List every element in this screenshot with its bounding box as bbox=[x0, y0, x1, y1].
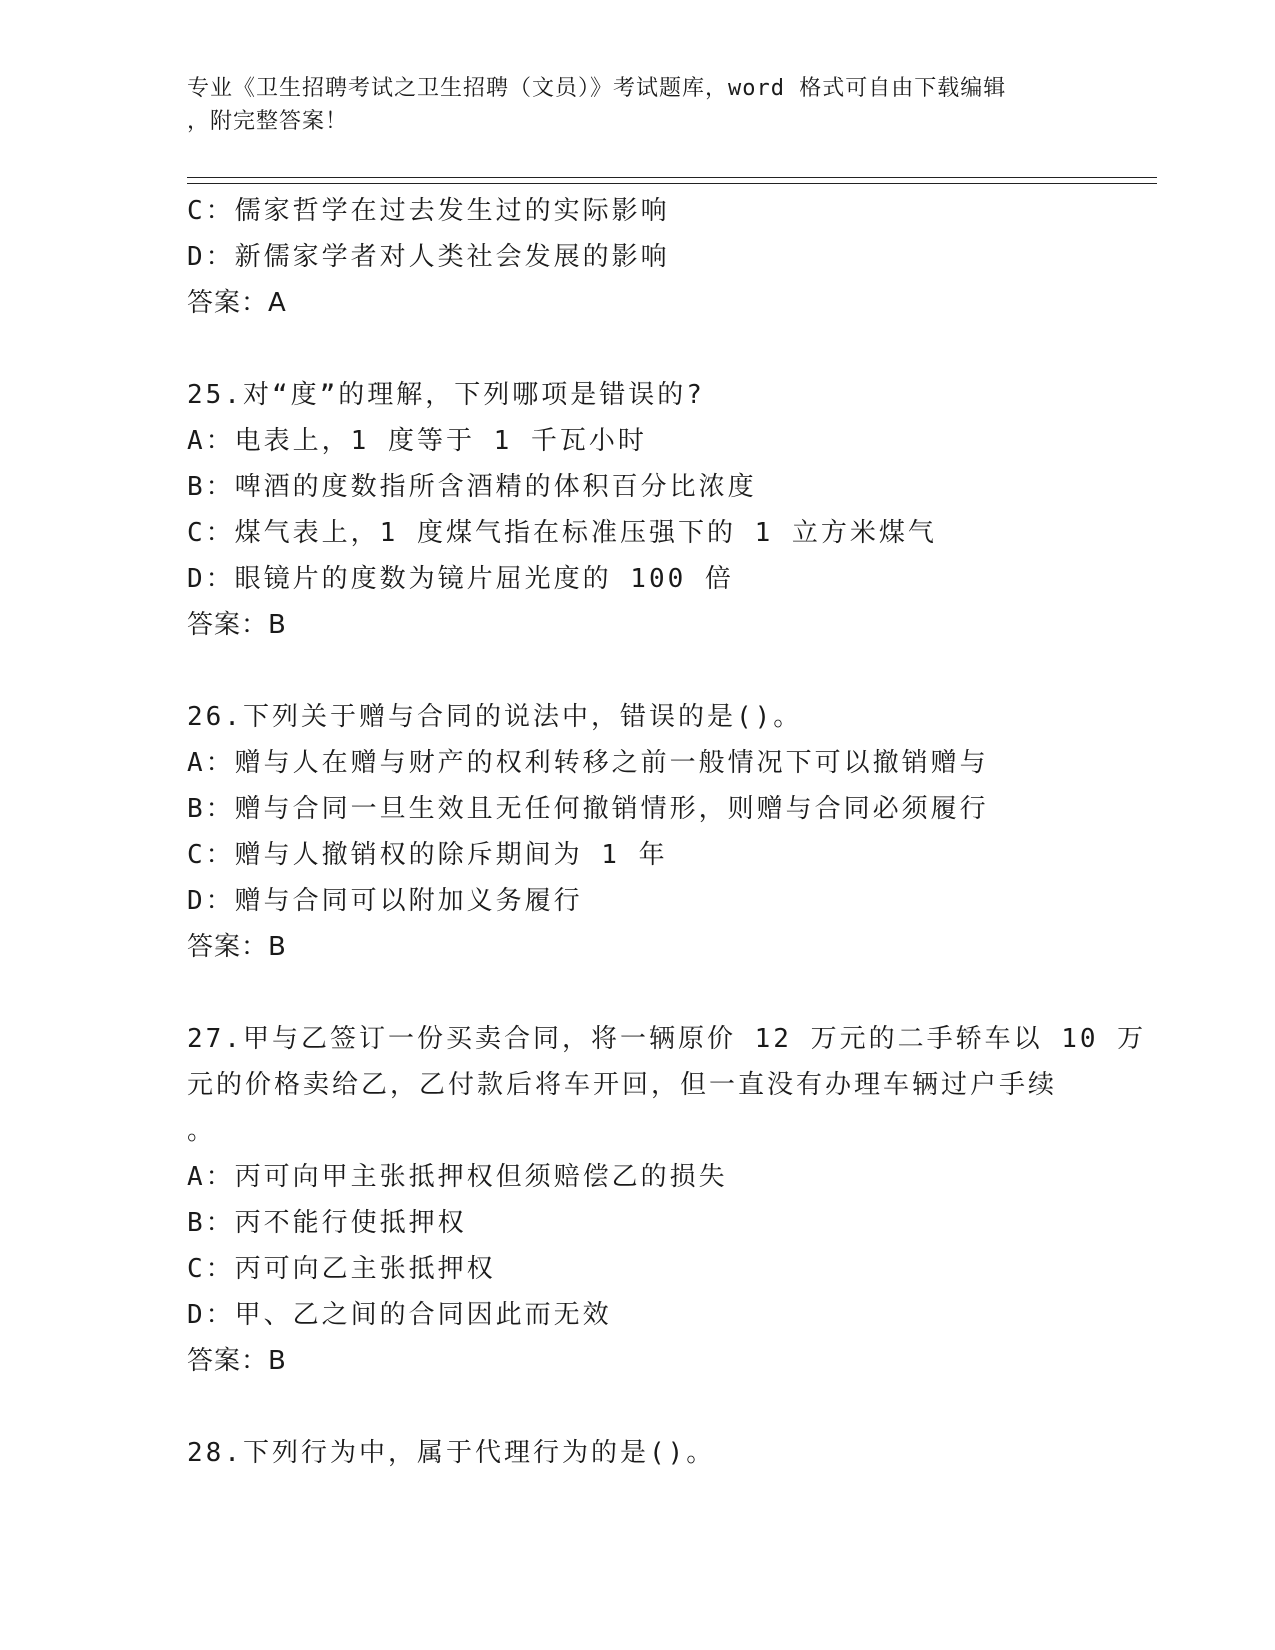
question-stem: 26.下列关于赠与合同的说法中，错误的是()。 bbox=[187, 702, 803, 732]
option-c: C：煤气表上，1 度煤气指在标准压强下的 1 立方米煤气 bbox=[187, 518, 937, 548]
question-stem: 28.下列行为中，属于代理行为的是()。 bbox=[187, 1438, 716, 1468]
document-header bbox=[187, 72, 1087, 138]
option-b: B：啤酒的度数指所含酒精的体积百分比浓度 bbox=[187, 472, 757, 502]
answer: 答案：B bbox=[187, 1346, 287, 1376]
option-d: D：新儒家学者对人类社会发展的影响 bbox=[187, 242, 670, 272]
question-stem-line-2: 元的价格卖给乙，乙付款后将车开回，但一直没有办理车辆过户手续 bbox=[187, 1070, 1058, 1100]
question-stem-line-3: 。 bbox=[187, 1116, 217, 1146]
question-27 bbox=[187, 1016, 1147, 1384]
option-a: A：赠与人在赠与财产的权利转移之前一般情况下可以撤销赠与 bbox=[187, 748, 989, 778]
answer: 答案：B bbox=[187, 932, 287, 962]
question-stem-line-1: 27.甲与乙签订一份买卖合同，将一辆原价 12 万元的二手轿车以 10 万 bbox=[187, 1024, 1147, 1054]
option-c: C：丙可向乙主张抵押权 bbox=[187, 1254, 496, 1284]
option-d: D：甲、乙之间的合同因此而无效 bbox=[187, 1300, 612, 1330]
question-25 bbox=[187, 372, 1147, 648]
option-c: C：赠与人撤销权的除斥期间为 1 年 bbox=[187, 840, 668, 870]
header-divider-bottom bbox=[187, 183, 1157, 184]
header-divider-top bbox=[187, 177, 1157, 178]
option-b: B：赠与合同一旦生效且无任何撤销情形，则赠与合同必须履行 bbox=[187, 794, 989, 824]
answer: 答案：B bbox=[187, 610, 287, 640]
option-b: B：丙不能行使抵押权 bbox=[187, 1208, 467, 1238]
option-a: A：电表上，1 度等于 1 千瓦小时 bbox=[187, 426, 647, 456]
option-d: D：赠与合同可以附加义务履行 bbox=[187, 886, 583, 916]
question-list bbox=[187, 188, 1147, 1476]
spacer bbox=[187, 648, 1147, 694]
option-a: A：丙可向甲主张抵押权但须赔偿乙的损失 bbox=[187, 1162, 728, 1192]
question-24 bbox=[187, 188, 1147, 326]
answer: 答案：A bbox=[187, 288, 287, 318]
spacer bbox=[187, 326, 1147, 372]
spacer bbox=[187, 970, 1147, 1016]
question-stem: 25.对“度”的理解，下列哪项是错误的? bbox=[187, 380, 705, 410]
option-c: C：儒家哲学在过去发生过的实际影响 bbox=[187, 196, 670, 226]
header-title-line-1: 专业《卫生招聘考试之卫生招聘（文员）》考试题库，word 格式可自由下载编辑 bbox=[187, 76, 1007, 101]
header-title-line-2: ，附完整答案！ bbox=[187, 109, 349, 134]
option-d: D：眼镜片的度数为镜片屈光度的 100 倍 bbox=[187, 564, 734, 594]
question-28 bbox=[187, 1430, 1147, 1476]
spacer bbox=[187, 1384, 1147, 1430]
question-26 bbox=[187, 694, 1147, 970]
